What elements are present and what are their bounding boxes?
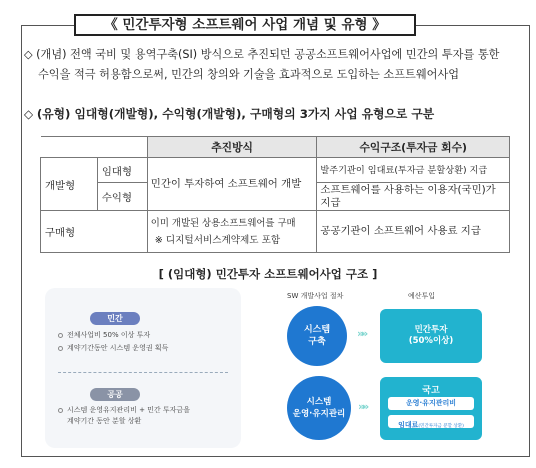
private-item-1-text: 전체사업비 50% 이상 투자 — [67, 331, 151, 339]
chevron-right-icon: »» — [358, 400, 367, 413]
header-method: 추진방식 — [147, 137, 317, 158]
type-revenue: 수익형 — [97, 183, 147, 211]
operation-circle — [287, 376, 351, 440]
build-circle — [287, 306, 347, 366]
public-item-1 — [58, 405, 190, 416]
lease-fee-main: 임대료 — [398, 421, 419, 429]
private-badge: 민간 — [90, 312, 140, 325]
revenue-user: 소프트웨어를 사용하는 이용자(국민)가 지급 — [317, 183, 510, 211]
private-item-2-text: 계약기간동안 시스템 운영권 획득 — [67, 344, 169, 352]
concept-line-1 — [24, 45, 499, 65]
revenue-lease: 발주기관이 임대료(투자금 분할상환) 지급 — [317, 158, 510, 183]
private-item-2 — [58, 343, 168, 354]
budget-caption: 예산투입 — [408, 292, 436, 300]
table-row — [41, 158, 510, 183]
lease-fee-label — [388, 415, 474, 428]
types-line — [24, 104, 434, 124]
circle-bullet-icon — [58, 333, 63, 338]
types-text: (유형) 임대형(개발형), 수익형(개발형), 구매형의 3가지 사업 유형으로 구분 — [36, 107, 435, 121]
diamond-marker-icon: ◇ — [24, 107, 34, 121]
purchase-revenue: 공공기관이 소프트웨어 사용료 지급 — [317, 211, 510, 253]
build-circle-line1: 시스템 — [303, 325, 331, 335]
public-item-2: 계약기간 동안 분할 상환 — [67, 417, 142, 425]
document-title: 《 민간투자형 소프트웨어 사업 개념 및 유형 》 — [74, 14, 416, 36]
public-item-1-text: 시스템 운영유지관리비 + 민간 투자금을 — [67, 406, 190, 414]
operation-circle-line1: 시스템 — [306, 397, 332, 407]
concept-text-1: (개념) 전액 국비 및 용역구축(SI) 방식으로 추진되던 공공소프트웨어사업에 민간의 투자를 통한 — [36, 48, 500, 61]
circle-bullet-icon — [58, 346, 63, 351]
private-item-1 — [58, 330, 150, 341]
lease-fee-sub: (민간투자금 분할 상환) — [418, 424, 464, 429]
card-divider — [58, 372, 228, 373]
private-investment-line1: 민간투자 — [414, 325, 448, 335]
private-investment-line2: (50%이상) — [408, 336, 454, 346]
type-lease: 임대형 — [97, 158, 147, 183]
purchase-method-line2: ※ 디지털서비스계약제도 포함 — [154, 234, 281, 246]
header-revenue: 수익구조(투자금 회수) — [317, 137, 510, 158]
public-badge: 공공 — [90, 388, 140, 401]
circle-bullet-icon — [58, 408, 63, 413]
header-blank — [41, 137, 148, 158]
concept-text-2: 수익을 적극 허용함으로써, 민간의 창의와 기술을 효과적으로 도입하는 소프트웨어사업 — [38, 68, 460, 81]
operation-circle-line2: 운영·유지관리 — [292, 409, 346, 419]
chevron-right-icon: »» — [357, 327, 366, 340]
table-row — [41, 211, 510, 253]
dev-method: 민간이 투자하여 소프트웨어 개발 — [147, 158, 317, 211]
diamond-marker-icon: ◇ — [24, 48, 33, 61]
project-type-table — [40, 136, 510, 253]
type-purchase: 구매형 — [41, 211, 148, 253]
purchase-method — [147, 211, 317, 253]
purchase-method-line1: 이미 개발된 상용소프트웨어를 구매 — [150, 217, 296, 229]
maintenance-cost-label: 운영·유지관리비 — [388, 397, 474, 410]
sw-process-caption: SW 개발사업 절차 — [287, 292, 344, 300]
national-treasury-title: 국고 — [422, 386, 440, 396]
diagram-title: [ (임대형) 민간투자 소프트웨어사업 구조 ] — [158, 267, 378, 281]
build-circle-line2: 구축 — [308, 337, 326, 347]
private-investment-box — [380, 309, 482, 363]
dev-group-label: 개발형 — [41, 158, 98, 211]
national-treasury-box — [380, 377, 482, 440]
